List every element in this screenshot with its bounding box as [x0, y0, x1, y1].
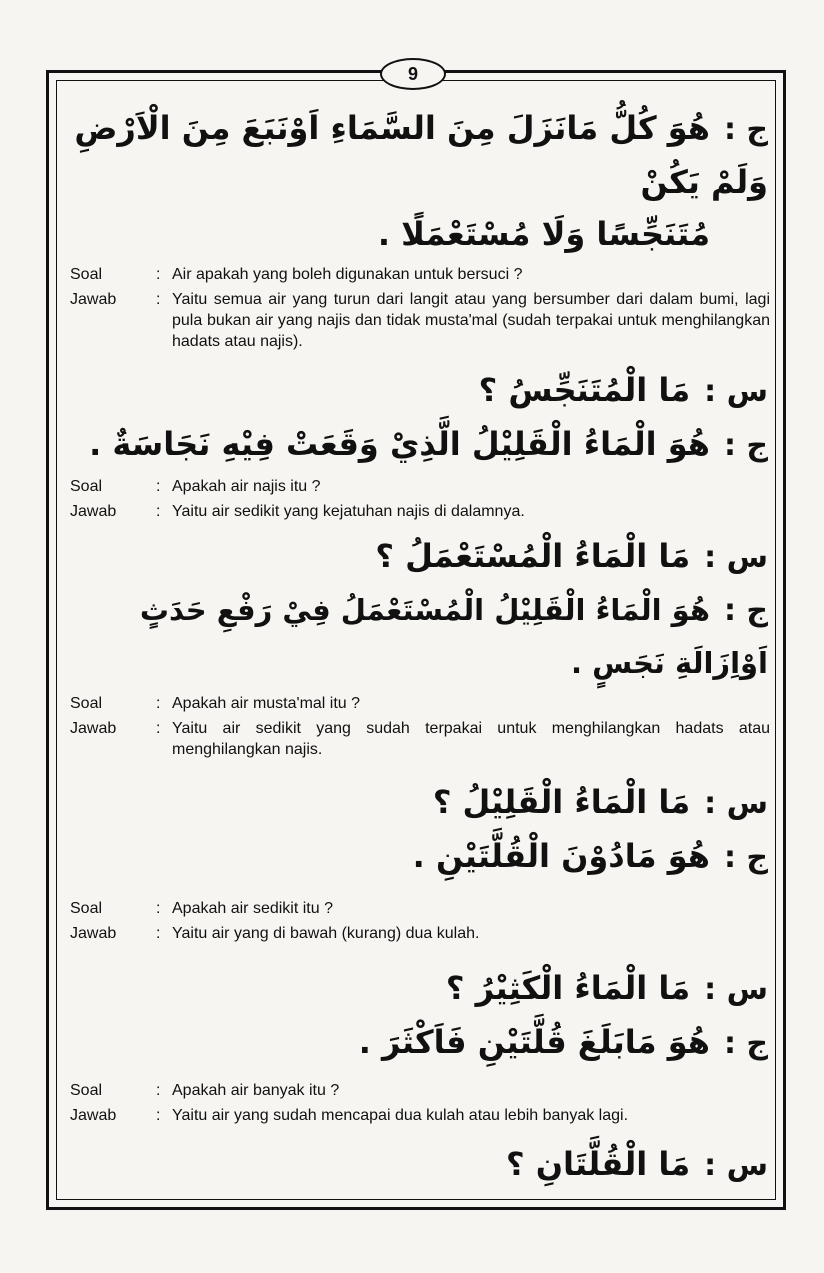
- jawab-row: Jawab : Yaitu air sedikit yang kejatuhan najis di dalamnya.: [70, 503, 525, 520]
- answer-marker: ج :: [723, 112, 768, 147]
- jawab-row: Jawab : Yaitu air yang di bawah (kurang) dua kulah.: [70, 925, 480, 942]
- jawab-row: Jawab : Yaitu air yang sudah mencapai dua kulah atau lebih banyak lagi.: [70, 1107, 629, 1124]
- arabic-question: س :مَا الْمَاءُ الْمُسْتَعْمَلُ ؟: [375, 537, 768, 575]
- arabic-answer: ج :هُوَ كُلُّ مَانَزَلَ مِنَ السَّمَاءِ اَوْنَبَعَ مِنَ الْاَرْضِ وَلَمْ يَكُنْ: [74, 109, 768, 201]
- page-content: [70, 88, 770, 1192]
- arabic-answer: ج :هُوَ مَادُوْنَ الْقُلَّتَيْنِ .: [412, 837, 768, 875]
- arabic-answer: ج :هُوَ الْمَاءُ الْقَلِيْلُ الَّذِيْ وَقَعَتْ فِيْهِ نَجَاسَةٌ .: [89, 425, 768, 463]
- arabic-answer: ج :هُوَ الْمَاءُ الْقَلِيْلُ الْمُسْتَعْمَلُ فِيْ رَفْعِ حَدَثٍ اَوْاِزَالَةِ نَجَسٍ .: [139, 593, 768, 680]
- soal-row: Soal : Apakah air musta'mal itu ?: [70, 695, 361, 712]
- arabic-question: س :مَا الْمُتَنَجِّسُ ؟: [478, 371, 768, 409]
- arabic-answer-cont: مُتَنَجِّسًا وَلَا مُسْتَعْمَلًا .: [377, 215, 710, 253]
- soal-row: Soal : Apakah air banyak itu ?: [70, 1082, 340, 1099]
- arabic-question: س :مَا الْمَاءُ الْكَثِيْرُ ؟: [445, 969, 768, 1007]
- arabic-question: س :مَا الْمَاءُ الْقَلِيْلُ ؟: [432, 783, 768, 821]
- arabic-question: س :مَا الْقُلَّتَانِ ؟: [506, 1145, 768, 1183]
- jawab-row: Jawab : Yaitu semua air yang turun dari langit atau yang bersumber dari dalam bumi, lagi pula bukan air yang najis dan tidak musta'mal (sudah terpakai untuk menghilangkan hadats atau najis).: [70, 291, 770, 350]
- soal-row: Soal : Apakah air sedikit itu ?: [70, 900, 333, 917]
- arabic-answer: ج :هُوَ مَابَلَغَ قُلَّتَيْنِ فَاَكْثَرَ .: [358, 1023, 768, 1061]
- jawab-row: Jawab : Yaitu air sedikit yang sudah terpakai untuk menghilangkan hadats atau menghilangkan najis.: [70, 720, 770, 758]
- page-number: 9: [380, 58, 446, 90]
- soal-row: Soal : Air apakah yang boleh digunakan untuk bersuci ?: [70, 266, 523, 283]
- soal-row: Soal : Apakah air najis itu ?: [70, 478, 321, 495]
